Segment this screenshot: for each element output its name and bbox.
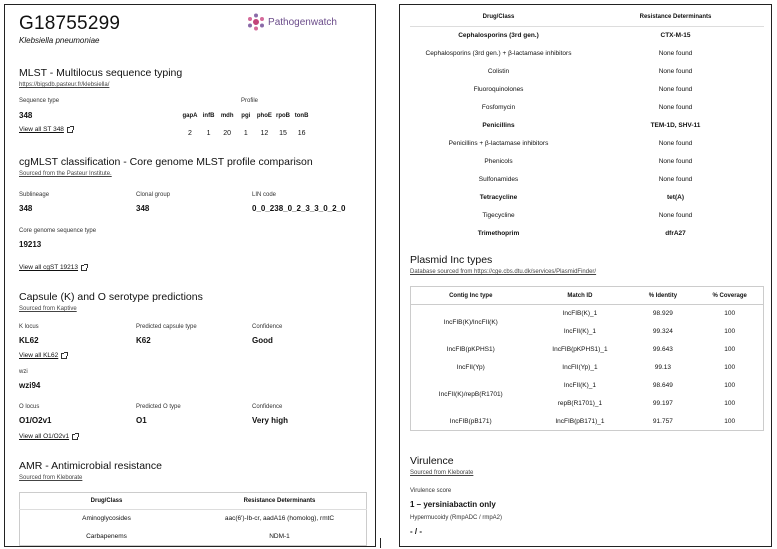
- virulence-title: Virulence: [410, 455, 454, 467]
- mlst-title: MLST - Multilocus sequence typing: [19, 67, 183, 79]
- identity-cell: 99.643: [652, 346, 673, 353]
- locus-value: 1: [243, 130, 248, 137]
- match-id-cell: IncFII(K)_1: [563, 382, 596, 389]
- organism-name: Klebsiella pneumoniae: [19, 36, 100, 45]
- plasmid-body: [411, 305, 764, 431]
- lin-code-value: 0_0_238_0_2_3_3_0_2_0: [252, 204, 346, 213]
- drug-class-cell: Fosfomycin: [481, 103, 516, 111]
- table-row: [410, 152, 764, 170]
- inc-type-cell: IncFIB(pB171): [449, 417, 492, 425]
- inc-type-cell: IncFIB(pKPHS1): [446, 346, 495, 353]
- k-confidence-label: Confidence: [252, 324, 283, 330]
- pathogenwatch-logo[interactable]: [246, 12, 337, 32]
- determinant-cell: TEM-1D, SHV-11: [650, 121, 701, 129]
- k-pred-value: K62: [136, 336, 151, 345]
- view-all-cgst-label: View all cgST 19213: [19, 264, 79, 271]
- sublineage-value: 348: [19, 204, 33, 213]
- determinant-cell: aac(6')-Ib-cr, aadA16 (homolog), rmtC: [224, 515, 335, 523]
- drug-class-cell: Phenicols: [484, 157, 513, 165]
- col-resistance-determinants: Resistance Determinants: [587, 9, 764, 26]
- locus-name: pgi: [241, 113, 251, 119]
- col-coverage: % Coverage: [696, 287, 763, 305]
- genome-header: [19, 13, 120, 45]
- locus-value: 16: [297, 130, 306, 137]
- drug-class-cell: Carbapenems: [86, 532, 127, 540]
- locus-name: tonB: [294, 113, 309, 119]
- determinant-cell: None found: [658, 67, 693, 75]
- plasmid-title: Plasmid Inc types: [410, 254, 493, 266]
- coverage-cell: 100: [724, 328, 736, 335]
- table-row: [410, 170, 764, 188]
- table-row: [411, 413, 764, 431]
- mlst-source-link[interactable]: https://bigsdb.pasteur.fr/klebsiella/: [19, 82, 110, 88]
- capsule-title: Capsule (K) and O serotype predictions: [19, 291, 203, 303]
- capsule-source-link[interactable]: Sourced from Kaptive: [19, 306, 77, 312]
- drug-class-cell: Colistin: [487, 67, 510, 75]
- external-link-icon: [67, 127, 73, 133]
- o-pred-value: O1: [136, 416, 147, 425]
- o-locus-label: O locus: [19, 404, 40, 410]
- plasmid-source-link[interactable]: Database sourced from https://cge.cbs.dtu.dk/services/PlasmidFinder/: [410, 269, 597, 275]
- coverage-cell: 100: [724, 346, 736, 353]
- locus-value: 1: [206, 130, 211, 137]
- k-confidence-value: Good: [252, 336, 273, 345]
- table-row: [410, 62, 764, 80]
- virulence-score-value: 1 – yersiniabactin only: [410, 500, 496, 509]
- sequence-type-label: Sequence type: [19, 98, 60, 104]
- match-id-cell: IncFIB(K)_1: [562, 310, 598, 318]
- o-locus-value: O1/O2v1: [19, 416, 52, 425]
- table-row: [410, 98, 764, 116]
- col-drug-class: Drug/Class: [410, 9, 587, 26]
- amr-left-body: [20, 510, 367, 546]
- table-row: [411, 377, 764, 395]
- col-contig-inc-type: Contig Inc type: [411, 287, 531, 305]
- hypermucoidy-label: Hypermucoidy (RmpADC / rmpA2): [410, 515, 503, 521]
- virulence-source-link[interactable]: Sourced from Kleborate: [410, 470, 474, 476]
- o-confidence-value: Very high: [252, 416, 289, 425]
- determinant-cell: None found: [658, 175, 693, 183]
- inc-type-cell: IncFII(K)/repB(R1701): [438, 391, 503, 398]
- view-all-o-label: View all O1/O2v1: [19, 433, 70, 440]
- determinant-cell: None found: [658, 85, 693, 93]
- col-match-id: Match ID: [531, 287, 630, 305]
- determinant-cell: None found: [658, 103, 693, 111]
- match-id-cell: repB(R1701)_1: [557, 400, 603, 407]
- determinant-cell: NDM-1: [269, 532, 290, 540]
- drug-class-cell: Penicillins: [482, 121, 515, 129]
- amr-source-link[interactable]: Sourced from Kleborate: [19, 475, 83, 481]
- table-row: [411, 341, 764, 359]
- match-id-cell: IncFII(Yp)_1: [562, 364, 598, 371]
- clonal-group-label: Clonal group: [136, 192, 171, 198]
- o-confidence-label: Confidence: [252, 404, 283, 410]
- view-all-st-link[interactable]: [19, 126, 73, 133]
- wzi-label: wzi: [19, 369, 28, 375]
- locus-value: 2: [188, 130, 192, 137]
- genome-id: G18755299: [19, 13, 121, 34]
- locus-name: phoE: [256, 113, 272, 119]
- match-id-cell: IncFIB(pKPHS1)_1: [552, 346, 608, 353]
- identity-cell: 98.649: [652, 382, 673, 389]
- col-drug-class: Drug/Class: [20, 493, 194, 510]
- cgmlst-source-link[interactable]: Sourced from the Pasteur Institute.: [19, 171, 112, 177]
- table-row: [410, 80, 764, 98]
- drug-class-cell: Fluoroquinolones: [473, 85, 524, 93]
- amr-title: AMR - Antimicrobial resistance: [19, 460, 162, 472]
- cgst-value: 19213: [19, 240, 42, 249]
- k-pred-label: Predicted capsule type: [136, 324, 197, 330]
- external-link-icon: [61, 353, 67, 359]
- table-row: [410, 206, 764, 224]
- drug-class-cell: Sulfonamides: [478, 175, 519, 183]
- drug-class-cell: Trimethoprim: [477, 229, 520, 237]
- identity-cell: 99.13: [654, 364, 672, 371]
- hypermucoidy-value: - / -: [410, 527, 422, 536]
- identity-cell: 99.324: [652, 328, 673, 335]
- table-row: [410, 224, 764, 242]
- sublineage-label: Sublineage: [19, 192, 50, 198]
- table-row: [410, 116, 764, 134]
- virulence-score-label: Virulence score: [410, 488, 452, 494]
- lin-code-label: LIN code: [252, 192, 277, 198]
- match-id-cell: IncFIB(pB171)_1: [555, 417, 605, 425]
- determinant-cell: None found: [658, 157, 693, 165]
- cgmlst-title: cgMLST classification - Core genome MLST profile comparison: [19, 156, 313, 168]
- external-link-icon: [72, 434, 78, 440]
- plasmid-table: [410, 286, 764, 431]
- table-row: [411, 305, 764, 323]
- identity-cell: 99.197: [652, 400, 673, 407]
- k-locus-value: KL62: [19, 336, 39, 345]
- table-row: [410, 26, 764, 44]
- table-row: [20, 528, 367, 546]
- table-row: [410, 44, 764, 62]
- determinant-cell: dfrA27: [665, 229, 686, 237]
- view-all-kl-label: View all KL62: [19, 352, 59, 359]
- wzi-value: wzi94: [19, 381, 41, 390]
- drug-class-cell: Cephalosporins (3rd gen.): [458, 31, 539, 39]
- amr-table-right: [410, 9, 764, 242]
- coverage-cell: 100: [724, 364, 736, 371]
- determinant-cell: None found: [658, 211, 693, 219]
- determinant-cell: None found: [658, 139, 693, 147]
- table-header-row: [20, 493, 367, 510]
- table-row: [410, 134, 764, 152]
- view-all-kl-link[interactable]: [19, 352, 67, 359]
- table-row: [20, 510, 367, 528]
- identity-cell: 91.757: [652, 417, 673, 425]
- locus-name: mdh: [220, 113, 234, 119]
- coverage-cell: 100: [724, 310, 736, 318]
- drug-class-cell: Cephalosporins (3rd gen.) + β-lactamase inhibitors: [425, 49, 572, 57]
- panel-divider: [380, 538, 381, 548]
- cgst-label: Core genome sequence type: [19, 228, 97, 234]
- logo-text: Pathogenwatch: [268, 16, 337, 28]
- drug-class-cell: Penicillins + β-lactamase inhibitors: [448, 139, 549, 147]
- view-all-st-label: View all ST 348: [19, 126, 64, 133]
- coverage-cell: 100: [724, 400, 736, 407]
- amr-table-left: [19, 492, 367, 546]
- drug-class-cell: Tetracycline: [479, 193, 518, 201]
- sequence-type-value: 348: [19, 111, 33, 120]
- locus-name: gapA: [182, 113, 198, 119]
- coverage-cell: 100: [724, 417, 736, 425]
- left-panel: [4, 4, 376, 547]
- profile-label: Profile: [241, 98, 259, 104]
- identity-cell: 98.929: [652, 310, 673, 318]
- determinant-cell: None found: [658, 49, 693, 57]
- table-header-row: [411, 287, 764, 305]
- o-pred-label: Predicted O type: [136, 404, 181, 410]
- locus-name: rpoB: [276, 113, 290, 119]
- inc-type-cell: IncFII(Yp): [456, 364, 485, 371]
- clonal-group-value: 348: [136, 204, 150, 213]
- table-row: [411, 359, 764, 377]
- amr-right-body: [410, 26, 764, 242]
- col-identity: % Identity: [629, 287, 696, 305]
- determinant-cell: CTX-M-15: [660, 31, 691, 39]
- determinant-cell: tet(A): [667, 193, 684, 201]
- col-resistance-determinants: Resistance Determinants: [193, 493, 367, 510]
- k-locus-label: K locus: [19, 324, 39, 330]
- inc-type-cell: IncFIB(K)/IncFII(K): [443, 319, 498, 327]
- match-id-cell: IncFII(K)_1: [563, 328, 596, 335]
- view-all-o-link[interactable]: [19, 433, 78, 440]
- locus-value: 12: [260, 130, 269, 137]
- right-panel: [399, 4, 772, 547]
- coverage-cell: 100: [724, 382, 736, 389]
- drug-class-cell: Tigecycline: [482, 211, 515, 219]
- locus-name: infB: [202, 113, 215, 119]
- locus-value: 15: [279, 130, 287, 137]
- table-row: [410, 188, 764, 206]
- table-header-row: [410, 9, 764, 26]
- view-all-cgst-link[interactable]: [19, 264, 87, 271]
- drug-class-cell: Aminoglycosides: [82, 515, 131, 523]
- locus-value: 20: [223, 130, 232, 137]
- pathogenwatch-logo-icon: [246, 12, 266, 32]
- external-link-icon: [81, 265, 87, 271]
